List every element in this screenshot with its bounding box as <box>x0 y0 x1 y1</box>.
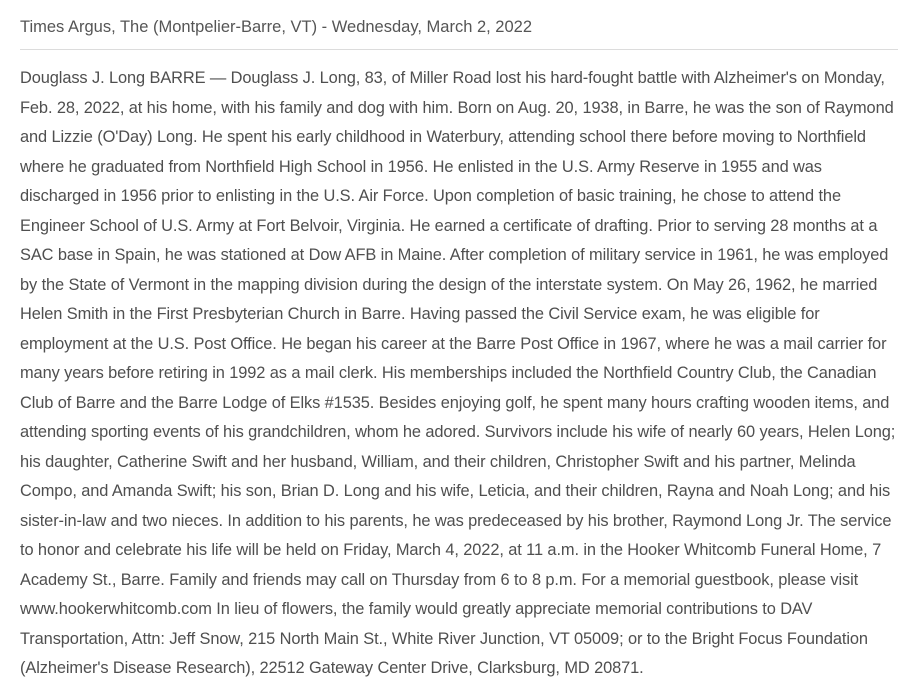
obituary-body-text: Douglass J. Long BARRE — Douglass J. Long, 83, of Miller Road lost his hard-fought battle with Alzheimer's on Monday, Feb. 28, 2022, at his home, with his family and dog with him. Born on Aug. 20, 1938, in Barre, he was the son of Raymond and Lizzie (O'Day) Long. He spent his early childhood in Waterbury, attending school there before moving to Northfield where he graduated from Northfield High School in 1956. He enlisted in the U.S. Army Reserve in 1955 and was discharged in 1956 prior to enlisting in the U.S. Air Force. Upon completion of basic training, he chose to attend the Engineer School of U.S. Army at Fort Belvoir, Virginia. He earned a certificate of drafting. Prior to serving 28 months at a SAC base in Spain, he was stationed at Dow AFB in Maine. After completion of military service in 1961, he was employed by the State of Vermont in the mapping division during the design of the interstate system. On May 26, 1962, he married Helen Smith in the First Presbyterian Church in Barre. Having passed the Civil Service exam, he was eligible for employment at the U.S. Post Office. He began his career at the Barre Post Office in 1967, where he was a mail carrier for many years before retiring in 1992 as a mail clerk. His memberships included the Northfield Country Club, the Canadian Club of Barre and the Barre Lodge of Elks #1535. Besides enjoying golf, he spent many hours crafting wooden items, and attending sporting events of his grandchildren, whom he adored. Survivors include his wife of nearly 60 years, Helen Long; his daughter, Catherine Swift and her husband, William, and their children, Christopher Swift and his partner, Melinda Compo, and Amanda Swift; his son, Brian D. Long and his wife, Leticia, and their children, Rayna and Noah Long; and his sister-in-law and two nieces. In addition to his parents, he was predeceased by his brother, Raymond Long Jr. The service to honor and celebrate his life will be held on Friday, March 4, 2022, at 11 a.m. in the Hooker Whitcomb Funeral Home, 7 Academy St., Barre. Family and friends may call on Thursday from 6 to 8 p.m. For a memorial guestbook, please visit www.hookerwhitcomb.com In lieu of flowers, the family would greatly appreciate memorial contributions to DAV Transportation, Attn: Jeff Snow, 215 North Main St., White River Junction, VT 05009; or to the Bright Focus Foundation (Alzheimer's Disease Research), 22512 Gateway Center Drive, Clarksburg, MD 20871. <box>20 69 896 677</box>
publication-source-line: Times Argus, The (Montpelier-Barre, VT) - Wednesday, March 2, 2022 <box>20 15 898 50</box>
